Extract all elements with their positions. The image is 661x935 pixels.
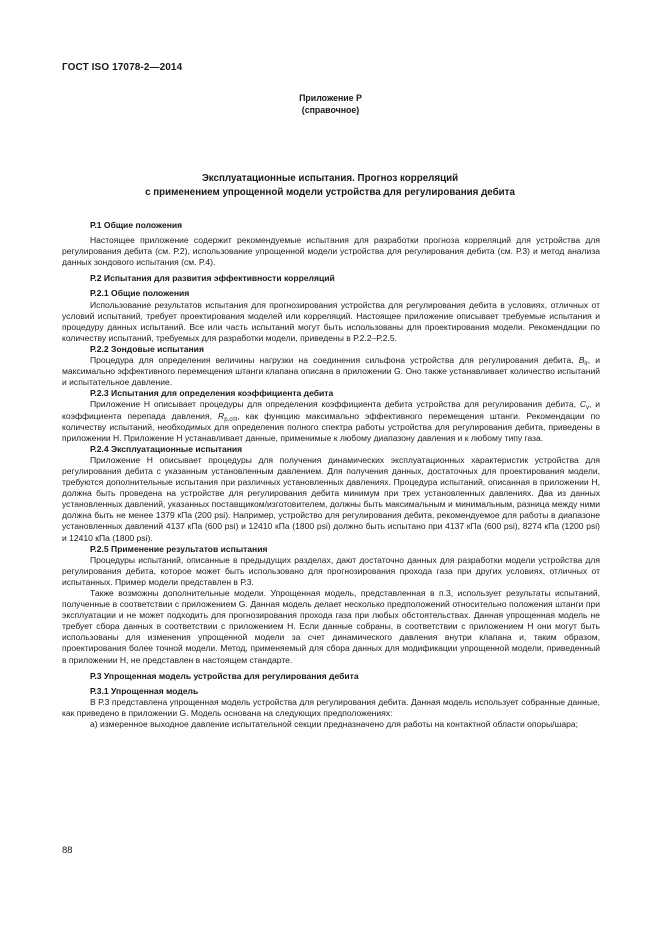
heading-p2: Р.2 Испытания для развития эффективности корреляций <box>90 273 335 284</box>
heading-p2-4: Р.2.4 Эксплуатационные испытания <box>90 443 243 454</box>
appendix-label <box>0 92 661 116</box>
list-item-a: а) измеренное выходное давление испытательной секции предназначено для работы на контактной области опоры/шара; <box>90 719 579 730</box>
paragraph-p2-4: Приложение Н описывает процедуры для получения динамических эксплуатационных характеристик устройства для регулирования дебита с указанным установленным давлением. Для получения данных, достаточных для проектирования модели, требуются дополнительные испытания при различных установленных давлениях. Процедура испытаний, описанная в приложении Н, должна быть проведена на устройстве для регулирования дебита минимум при трех установленных давлениях. Два из данных установленных давлений, указанных поставщиком/изготовителем, должны быть максимальным и минимальным, разница между ними должна быть не менее 1379 кПа (200 psi). Например, устройство для регулирования дебита, рекомендуемое для работы в диапазоне установленных давлений 4137 кПа (600 psi) и 12410 кПа (1800 psi) должно быть испытано при 4137 кПа (600 psi), 8274 кПа (1200 psi) и 12410 кПа (1800 psi). <box>62 454 600 543</box>
paragraph-p2-3-part-a: Приложение Н описывает процедуры для определения коэффициента дебита устройства для регулирования дебита, <box>90 399 580 410</box>
symbol-b: B <box>578 355 585 366</box>
heading-p3-1: Р.3.1 Упрощенная модель <box>90 685 199 696</box>
paragraph-p3-1: В Р.3 представлена упрощенная модель устройства для регулирования дебита. Данная модель использует собранные данные, как приведено в приложении G. Модель основана на следующих предположениях: <box>62 696 600 718</box>
appendix-name: Приложение Р <box>299 93 362 103</box>
paragraph-p2-5-1: Процедуры испытаний, описанные в предыдущих разделах, дают достаточно данных для разработки модели устройства для регулирования дебита, которое может быть использовано для прогнозирования прохода газа при других условиях, отличных от испытанных. Пример модели представлен в Р.3. <box>62 554 600 587</box>
paragraph-p2-2 <box>62 355 600 388</box>
heading-p2-1: Р.2.1 Общие положения <box>90 288 190 299</box>
document-body <box>62 220 600 730</box>
paragraph-p2-3 <box>62 399 600 443</box>
paragraph-p2-5-2: Также возможны дополнительные модели. Упрощенная модель, представленная в п.3, использует результаты испытаний, полученные в соответствии с приложением G. Данная модель делает несколько предположений относительно положения штанги при эксплуатации и не может подходить для прогнозирования прохода газа при любых обстоятельствах. Данная упрощенная модель не требует сбора данных в соответствии с приложением Н. Если данные собраны, в соответствии с приложением Н они могут быть использованы для изменения упрощенной модели за счет динамического давления внутри клапана и, таким образом, проектирования более точной модели. Метод, применяемый для сбора данных для модификации упрощенной модели, приведенный в приложении Н, не представлен в настоящем стандарте. <box>62 588 600 665</box>
heading-p2-5: Р.2.5 Применение результатов испытания <box>90 543 268 554</box>
paragraph-p1: Настоящее приложение содержит рекомендуемые испытания для разработки прогноза корреляций для устройства для регулирования дебита (см. Р.2), использование упрощенной модели устройства для регулирования дебита (см. Р.3) и метод анализа данных зондового испытания (см. Р.4). <box>62 235 600 268</box>
symbol-cv-subscript: v <box>586 405 590 412</box>
paragraph-p2-2-part-a: Процедура для определения величины нагрузки на соединения сильфона устройства для регулирования дебита, <box>90 355 579 366</box>
paragraph-p2-3-part-b: , и коэффициента перепада давления, <box>62 399 600 421</box>
symbol-rp: R <box>218 410 225 421</box>
title-line-2: с применением упрощенной модели устройства для регулирования дебита <box>145 186 515 198</box>
heading-p2-3: Р.2.3 Испытания для определения коэффициента дебита <box>90 388 334 399</box>
heading-p3: Р.3 Упрощенная модель устройства для регулирования дебита <box>90 670 359 681</box>
appendix-type: (справочное) <box>301 105 360 115</box>
paragraph-p2-1: Использование результатов испытания для прогнозирования устройства для регулирования дебита в условиях, отличных от условий испытаний, требует проектирования моделей или корреляций. Настоящее приложение описывает требуемые испытания и процедуру данных испытаний. Все или часть испытаний могут быть использованы для проектирования модели. Рекомендации по количеству испытаний, требуемых для разработки модели, приведены в Р.2.2–Р.2.5. <box>62 299 600 343</box>
section-title <box>60 172 600 199</box>
heading-p1: Р.1 Общие положения <box>90 220 183 230</box>
symbol-cv: C <box>579 399 587 410</box>
symbol-b-subscript: lr <box>584 361 588 368</box>
heading-p2-2: Р.2.2 Зондовые испытания <box>90 343 204 354</box>
document-header: ГОСТ ISO 17078-2—2014 <box>62 62 183 73</box>
paragraph-p2-2-part-b: , и максимально эффективного перемещения штанги клапана описана в приложении G. Оно также устанавливает количество испытаний и испытательное давление. <box>62 355 600 388</box>
symbol-rp-subscript: p,crit <box>224 416 238 423</box>
title-line-1: Эксплуатационные испытания. Прогноз корреляций <box>201 173 459 184</box>
page-number: 88 <box>62 845 73 856</box>
paragraph-p2-3-part-c: , как функцию максимально эффективного перемещения штанги. Рекомендации по количеству испытаний, необходимых для определения полного спектра работы устройства для регулирования дебита, приведены в приложении Н. Приложение Н устанавливает данные, применимые к любому диапазону давления и к любому типу газа. <box>62 410 600 443</box>
